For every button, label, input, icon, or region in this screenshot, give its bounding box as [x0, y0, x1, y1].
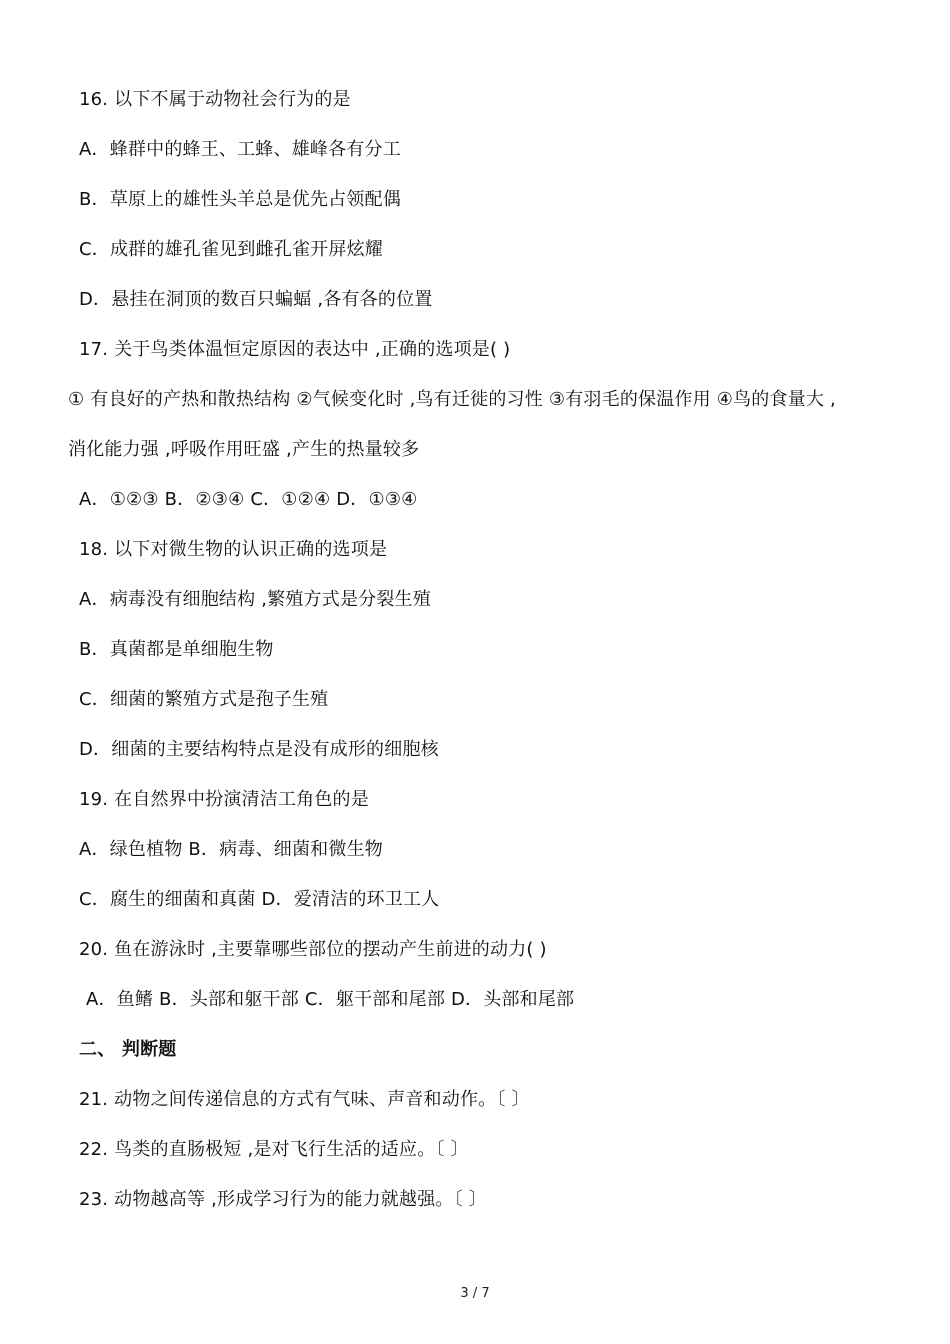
question-18-option-b: B．真菌都是单细胞生物 — [79, 639, 274, 660]
question-18-stem: 18. 以下对微生物的认识正确的选项是 — [79, 539, 388, 560]
question-16-option-c: C．成群的雄孔雀见到雌孔雀开屏炫耀 — [79, 239, 383, 260]
question-16-option-d: D．悬挂在洞顶的数百只蝙蝠 ,各有各的位置 — [79, 289, 433, 310]
question-16-option-a: A．蜂群中的蜂王、工蜂、雄峰各有分工 — [79, 139, 401, 160]
question-17-options: A．①②③ B．②③④ C．①②④ D．①③④ — [79, 489, 418, 510]
question-20-stem: 20. 鱼在游泳时 ,主要靠哪些部位的摆动产生前进的动力( ) — [79, 939, 547, 960]
question-18-option-a: A．病毒没有细胞结构 ,繁殖方式是分裂生殖 — [79, 589, 431, 610]
question-16-stem: 16. 以下不属于动物社会行为的是 — [79, 89, 351, 110]
page-number: 3 / 7 — [460, 1286, 490, 1301]
question-16-option-b: B．草原上的雄性头羊总是优先占领配偶 — [79, 189, 401, 210]
question-21: 21. 动物之间传递信息的方式有气味、声音和动作。〔 〕 — [79, 1089, 530, 1110]
question-19-stem: 19. 在自然界中扮演清洁工角色的是 — [79, 789, 369, 810]
question-17-stem: 17. 关于鸟类体温恒定原因的表达中 ,正确的选项是( ) — [79, 339, 511, 360]
question-20-options: A．鱼鳍 B．头部和躯干部 C．躯干部和尾部 D．头部和尾部 — [86, 989, 575, 1010]
question-18-option-c: C．细菌的繁殖方式是孢子生殖 — [79, 689, 329, 710]
question-19-options-ab: A．绿色植物 B．病毒、细菌和微生物 — [79, 839, 383, 860]
question-18-option-d: D．细菌的主要结构特点是没有成形的细胞核 — [79, 739, 439, 760]
question-19-options-cd: C．腐生的细菌和真菌 D．爱清洁的环卫工人 — [79, 889, 440, 910]
question-23: 23. 动物越高等 ,形成学习行为的能力就越强。〔 〕 — [79, 1189, 487, 1210]
question-22: 22. 鸟类的直肠极短 ,是对飞行生活的适应。〔 〕 — [79, 1139, 469, 1160]
question-17-statements-line-2: 消化能力强 ,呼吸作用旺盛 ,产生的热量较多 — [68, 439, 420, 460]
section-heading-judgement: 二、 判断题 — [79, 1039, 177, 1060]
question-17-statements-line-1: ① 有良好的产热和散热结构 ②气候变化时 ,鸟有迁徙的习性 ③有羽毛的保温作用 ④鸟的食量大 , — [68, 389, 836, 410]
